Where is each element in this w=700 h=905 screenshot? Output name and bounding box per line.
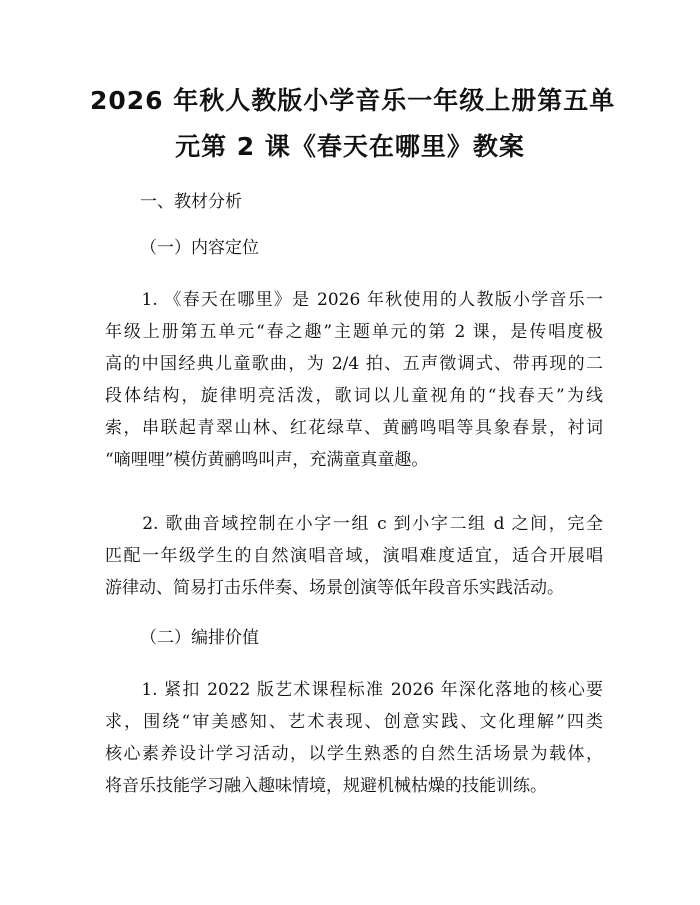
paragraph-line: 1. 《春天在哪里》是 2026 年秋使用的人教版小学音乐一 — [105, 290, 603, 310]
paragraph-line: 高的中国经典儿童歌曲，为 2/4 拍、五声徵调式、带再现的二 — [105, 354, 603, 374]
paragraph-line: 游律动、简易打击乐伴奏、场景创演等低年段音乐实践活动。 — [105, 578, 564, 598]
paragraph-line: “嘀哩哩”模仿黄鹂鸣叫声，充满童真童趣。 — [105, 450, 429, 470]
paragraph-2 — [105, 508, 603, 604]
paragraph-line: 核心素养设计学习活动，以学生熟悉的自然生活场景为载体， — [105, 744, 603, 764]
paragraph-line: 索，串联起青翠山林、红花绿草、黄鹂鸣唱等具象春景，衬词 — [105, 418, 603, 438]
paragraph-line: 年级上册第五单元“春之趣”主题单元的第 2 课，是传唱度极 — [105, 322, 603, 342]
document-title-line-2: 元第 2 课《春天在哪里》教案 — [175, 132, 525, 161]
document-title-line-1: 2026 年秋人教版小学音乐一年级上册第五单 — [90, 86, 616, 115]
paragraph-line: 1. 紧扣 2022 版艺术课程标准 2026 年深化落地的核心要 — [105, 680, 603, 700]
subsection-heading-arrangement-value: （二）编排价值 — [140, 628, 259, 648]
paragraph-line: 将音乐技能学习融入趣味情境，规避机械枯燥的技能训练。 — [105, 776, 547, 796]
paragraph-line: 2. 歌曲音域控制在小字一组 c 到小字二组 d 之间，完全 — [105, 514, 603, 534]
subsection-heading-content-positioning: （一）内容定位 — [140, 238, 259, 258]
paragraph-1 — [105, 284, 603, 476]
section-heading-materials-analysis: 一、教材分析 — [140, 192, 242, 212]
paragraph-line: 求，围绕“审美感知、艺术表现、创意实践、文化理解”四类 — [105, 712, 603, 732]
paragraph-line: 段体结构，旋律明亮活泼，歌词以儿童视角的“找春天”为线 — [105, 386, 603, 406]
paragraph-3 — [105, 674, 603, 802]
paragraph-line: 匹配一年级学生的自然演唱音域，演唱难度适宜，适合开展唱 — [105, 546, 603, 566]
